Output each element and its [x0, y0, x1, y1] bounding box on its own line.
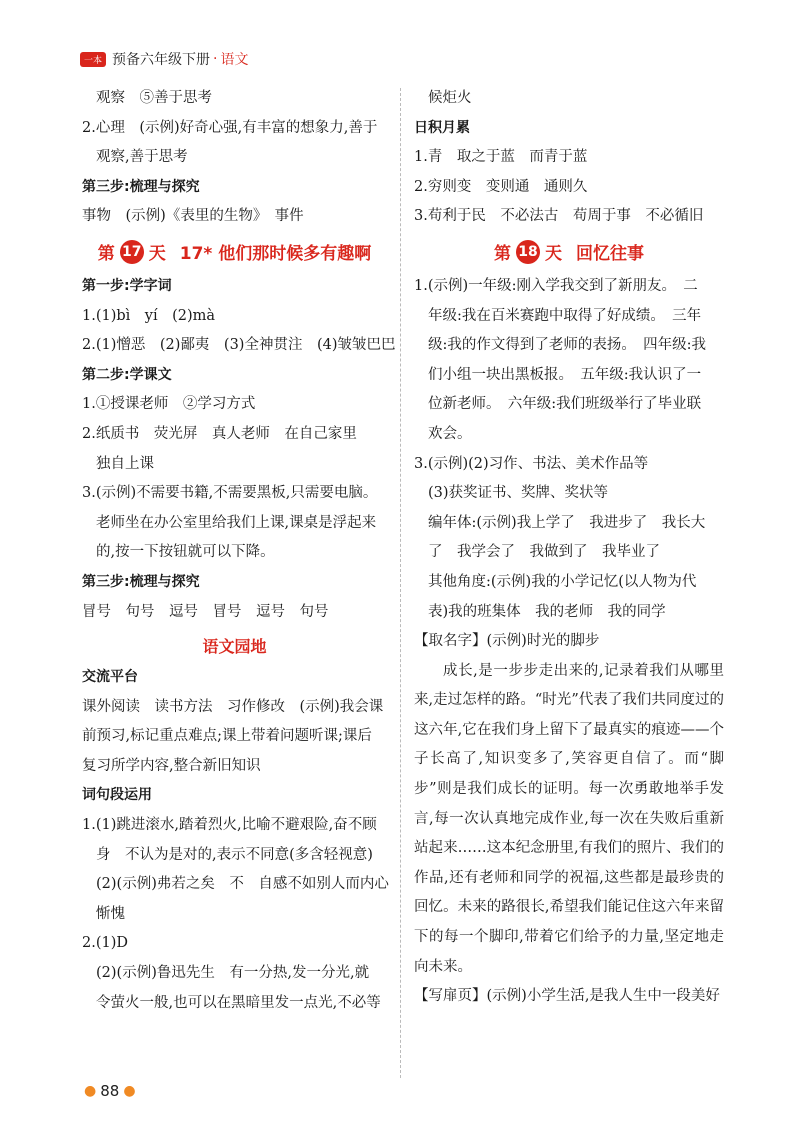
day-prefix: 第	[97, 244, 115, 265]
day-suffix: 天	[148, 244, 166, 265]
left-column	[82, 84, 396, 1018]
answer-line: 1.(示例)一年级:刚入学我交到了新朋友。 二	[414, 277, 698, 294]
day-suffix: 天	[545, 244, 562, 265]
step-heading: 第二步:学课文	[82, 366, 172, 383]
answer-line: 表)我的班集体 我的老师 我的同学	[428, 603, 666, 620]
answer-line: 【写扉页】(示例)小学生活,是我人生中一段美好	[414, 988, 720, 1005]
answer-line: 们小组一块出黑板报。 五年级:我认识了一	[428, 366, 702, 383]
answer-line: 欢会。	[428, 425, 472, 442]
section-heading: 交流平台	[82, 669, 138, 686]
answer-line: 1.①授课老师 ②学习方式	[82, 396, 256, 413]
section-heading: 词句段运用	[82, 787, 152, 804]
answer-line: 2.心理 (示例)好奇心强,有丰富的想象力,善于	[82, 119, 378, 136]
answer-line: (2)(示例)弗若之矣 不 自感不如别人而内心	[96, 876, 389, 893]
answer-line: 复习所学内容,整合新旧知识	[82, 757, 261, 774]
step-heading: 第一步:学字词	[82, 277, 172, 294]
dot-icon: ●	[84, 1083, 97, 1099]
publisher-logo: 一本	[80, 52, 106, 67]
answer-line: 3.(示例)(2)习作、书法、美术作品等	[414, 455, 649, 472]
right-column	[414, 84, 724, 1012]
answer-line: 年级:我在百米赛跑中取得了好成绩。 三年	[428, 307, 702, 324]
answer-line: 观察 ⑤善于思考	[96, 90, 212, 106]
answer-line: 了 我学会了 我做到了 我毕业了	[428, 544, 660, 561]
page-number	[80, 1082, 140, 1100]
answer-line: 1.(1)bì yí (2)mà	[82, 307, 216, 324]
answer-line: 1.(1)跳进滚水,踏着烈火,比喻不避艰险,奋不顾	[82, 817, 377, 834]
answer-line: 观察,善于思考	[96, 149, 188, 166]
answer-line: 【取名字】(示例)时光的脚步	[414, 633, 600, 650]
answer-line: (3)获奖证书、奖牌、奖状等	[428, 485, 609, 502]
answer-line: 身 不认为是对的,表示不同意(多含轻视意)	[96, 846, 373, 863]
answer-line: 独自上课	[96, 455, 154, 472]
answer-line: 2.穷则变 变则通 通则久	[414, 178, 588, 195]
answer-line: 冒号 句号 逗号 冒号 逗号 句号	[82, 603, 329, 620]
answer-line: 2.纸质书 荧光屏 真人老师 在自己家里	[82, 425, 357, 442]
answer-line: 事物 (示例)《表里的生物》 事件	[82, 208, 304, 225]
answer-line: 1.青 取之于蓝 而青于蓝	[414, 149, 588, 166]
day-number-badge: 18	[516, 240, 540, 264]
answer-line: 老师坐在办公室里给我们上课,课桌是浮起来	[96, 514, 377, 531]
lesson-title: 17* 他们那时候多有趣啊	[179, 244, 372, 265]
column-divider	[400, 88, 401, 1078]
dot-icon: ●	[123, 1083, 136, 1099]
sample-paragraph: 成长,是一步步走出来的,记录着我们从哪里来,走过怎样的路。“时光”代表了我们共同度过的这六年,它在我们身上留下了最真实的痕迹——个子长高了,知识变多了,笑容更自信了。而“脚步”则是我们成长的证明。每一次勇敢地举手发言,每一次认真地完成作业,每一次在失败后重新站起来……这本纪念册里,有我们的照片、我们的作品,还有老师和同学的祝福,这些都是最珍贵的回忆。未来的路很长,希望我们能记住这六年来留下的每一个脚印,带着它们给予的力量,坚定地走向未来。	[414, 662, 724, 975]
subject-label: 语文	[220, 52, 249, 68]
day-18-title	[414, 232, 724, 272]
lesson-title: 回忆往事	[576, 244, 644, 265]
answer-line: 课外阅读 读书方法 习作修改 (示例)我会课	[82, 698, 384, 715]
answer-line: 前预习,标记重点难点;课上带着问题听课;课后	[82, 728, 372, 745]
day-number-badge: 17	[120, 240, 144, 264]
day-17-title	[82, 232, 387, 272]
answer-line: 3.(示例)不需要书籍,不需要黑板,只需要电脑。	[82, 485, 378, 502]
answer-line: 3.苟利于民 不必法古 苟周于事 不必循旧	[414, 208, 704, 225]
answer-line: 惭愧	[96, 905, 125, 922]
yuwen-yuandi-title: 语文园地	[202, 636, 267, 656]
answer-line: 候炬火	[428, 90, 472, 106]
title-separator: ·	[213, 51, 218, 67]
answer-line: 位新老师。 六年级:我们班级举行了毕业联	[428, 396, 702, 413]
answer-line: 其他角度:(示例)我的小学记忆(以人物为代	[428, 573, 697, 590]
answer-line: (2)(示例)鲁迅先生 有一分热,发一分光,就	[96, 965, 370, 982]
step-heading: 第三步:梳理与探究	[82, 178, 200, 195]
step-heading: 第三步:梳理与探究	[82, 573, 200, 590]
answer-line: 令萤火一般,也可以在黑暗里发一点光,不必等	[96, 994, 381, 1011]
answer-line: 编年体:(示例)我上学了 我进步了 我长大	[428, 514, 706, 531]
page-number-text: 88	[100, 1082, 120, 1100]
answer-line: 级:我的作文得到了老师的表扬。 四年级:我	[428, 337, 707, 354]
answer-line: 2.(1)D	[82, 935, 128, 952]
book-title: 预备六年级下册	[112, 52, 210, 68]
answer-line: 2.(1)憎恶 (2)鄙夷 (3)全神贯注 (4)皱皱巴巴	[82, 337, 396, 354]
answer-line: 的,按一下按钮就可以下降。	[96, 544, 275, 561]
section-heading: 日积月累	[414, 119, 470, 136]
page-header	[80, 46, 248, 72]
day-prefix: 第	[494, 244, 511, 265]
